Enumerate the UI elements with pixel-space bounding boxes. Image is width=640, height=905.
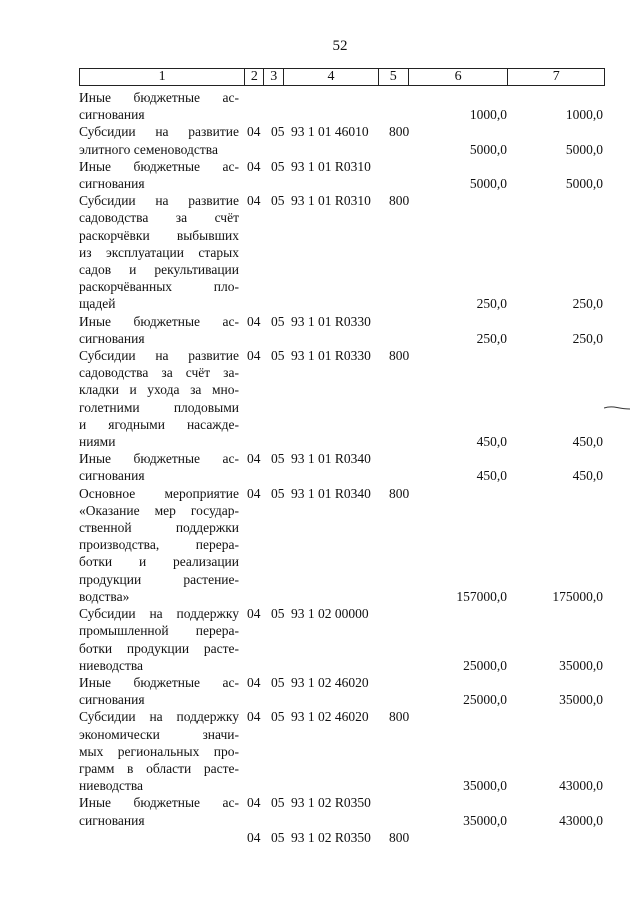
- row-name-line: Субсидии на поддержку: [79, 709, 239, 725]
- amount-col-6: 35000,0: [463, 812, 507, 828]
- section-code: 04: [247, 485, 261, 501]
- row-name-line: сигнования: [79, 692, 145, 708]
- row-name: [79, 192, 239, 312]
- amount-col-6: 25000,0: [463, 692, 507, 708]
- table-row: [79, 794, 605, 845]
- amount-col-7: 175000,0: [552, 588, 603, 604]
- article-code: 93 1 02 46020: [291, 709, 369, 725]
- amount-col-6: 35000,0: [463, 778, 507, 794]
- amount-col-7: 43000,0: [559, 812, 603, 828]
- subsection-code: 05: [271, 451, 285, 467]
- expense-type-code: 800: [389, 485, 410, 501]
- amount-col-7: 450,0: [572, 468, 603, 484]
- row-name-line: и ягодными насажде-: [79, 416, 239, 432]
- row-name: [79, 158, 239, 192]
- subsection-code: 05: [271, 193, 285, 209]
- amount-col-7: 35000,0: [559, 692, 603, 708]
- amount-col-6: 450,0: [476, 468, 507, 484]
- amount-col-6: 1000,0: [469, 107, 507, 123]
- row-name-line: сигнования: [79, 107, 145, 123]
- row-name-line: Субсидии на поддержку: [79, 606, 239, 622]
- row-name-line: Субсидии на развитие: [79, 193, 239, 209]
- amount-col-6: 250,0: [476, 296, 507, 312]
- row-name-line: грамм в области расте-: [79, 760, 239, 776]
- subsection-code: 05: [271, 124, 285, 140]
- section-code: 04: [247, 451, 261, 467]
- article-code: 93 1 01 R0340: [291, 485, 371, 501]
- amount-col-6: 450,0: [476, 434, 507, 450]
- row-name-line: садоводства за счёт: [79, 210, 239, 226]
- expense-type-code: 800: [389, 829, 410, 845]
- header-col-7: 7: [552, 69, 560, 84]
- row-name-line: элитного семеноводства: [79, 141, 218, 157]
- row-name-line: ниеводства: [79, 657, 144, 673]
- header-col-4: 4: [284, 69, 379, 85]
- row-name: [79, 794, 239, 828]
- section-code: 04: [247, 124, 261, 140]
- article-code: 93 1 02 00000: [291, 606, 369, 622]
- row-name-line: Иные бюджетные ас-: [79, 795, 239, 811]
- row-name-line: экономически значи-: [79, 726, 239, 742]
- article-code: 93 1 01 R0330: [291, 313, 371, 329]
- amount-col-7: 1000,0: [565, 107, 603, 123]
- row-name-line: сигнования: [79, 812, 145, 828]
- header-col-3: 3: [264, 69, 284, 85]
- section-code: 04: [247, 795, 261, 811]
- row-name: [79, 89, 239, 123]
- row-name-line: ственной поддержки: [79, 520, 239, 536]
- header-col-1: 1: [80, 69, 245, 85]
- article-code: 93 1 01 R0330: [291, 348, 371, 364]
- amount-col-7: 5000,0: [565, 141, 603, 157]
- subsection-code: 05: [271, 829, 285, 845]
- section-code: 04: [247, 313, 261, 329]
- row-name-line: водства»: [79, 588, 130, 604]
- row-name-line: из эксплуатации старых: [79, 244, 239, 260]
- amount-col-7: 250,0: [572, 330, 603, 346]
- row-name-line: сигнования: [79, 468, 145, 484]
- row-name-line: Иные бюджетные ас-: [79, 90, 239, 105]
- article-code: 93 1 01 R0310: [291, 158, 371, 174]
- expense-type-code: 800: [389, 709, 410, 725]
- row-name-line: Субсидии на развитие: [79, 348, 239, 364]
- subsection-code: 05: [271, 709, 285, 725]
- row-name-line: Иные бюджетные ас-: [79, 674, 239, 690]
- amount-col-7: 43000,0: [559, 778, 603, 794]
- amount-col-6: 5000,0: [469, 176, 507, 192]
- row-name-line: сигнования: [79, 176, 145, 192]
- article-code: 93 1 02 R0350: [291, 795, 371, 811]
- row-name: [79, 450, 239, 484]
- row-name: [79, 485, 239, 605]
- amount-col-6: 5000,0: [469, 141, 507, 157]
- row-name: [79, 605, 239, 674]
- section-code: 04: [247, 348, 261, 364]
- amount-col-6: 250,0: [476, 330, 507, 346]
- row-name-line: раскорчёванных пло-: [79, 279, 239, 295]
- subsection-code: 05: [271, 606, 285, 622]
- article-code: 93 1 02 46020: [291, 674, 369, 690]
- section-code: 04: [247, 158, 261, 174]
- row-name-line: Иные бюджетные ас-: [79, 313, 239, 329]
- row-name-line: Основное мероприятие: [79, 485, 239, 501]
- row-name-line: продукции растение-: [79, 571, 239, 587]
- subsection-code: 05: [271, 348, 285, 364]
- subsection-code: 05: [271, 485, 285, 501]
- row-name-line: ботки продукции расте-: [79, 640, 239, 656]
- scan-mark: [604, 406, 630, 410]
- section-code: 04: [247, 606, 261, 622]
- header-col-6: 6: [409, 69, 509, 85]
- subsection-code: 05: [271, 674, 285, 690]
- amount-col-6: 157000,0: [456, 588, 507, 604]
- row-name-line: производства, перера-: [79, 537, 239, 553]
- row-name-line: ниями: [79, 434, 116, 450]
- section-code: 04: [247, 193, 261, 209]
- header-col-5: 5: [379, 69, 409, 85]
- row-name-line: «Оказание мер государ-: [79, 502, 239, 518]
- amount-col-7: 5000,0: [565, 176, 603, 192]
- subsection-code: 05: [271, 158, 285, 174]
- article-code: 93 1 01 R0310: [291, 193, 371, 209]
- amount-col-7: 250,0: [572, 296, 603, 312]
- expense-type-code: 800: [389, 193, 410, 209]
- section-code: 04: [247, 674, 261, 690]
- article-code: 93 1 02 R0350: [291, 829, 371, 845]
- row-name-line: кладки и ухода за мно-: [79, 382, 239, 398]
- row-name-line: Субсидии на развитие: [79, 124, 239, 140]
- table-body: [79, 89, 605, 845]
- row-name-line: раскорчёвки выбывших: [79, 227, 239, 243]
- article-code: 93 1 01 R0340: [291, 451, 371, 467]
- header-col-2: 2: [245, 69, 264, 85]
- row-name: [79, 708, 239, 794]
- subsection-code: 05: [271, 313, 285, 329]
- row-name: [79, 674, 239, 708]
- amount-col-7: 35000,0: [559, 657, 603, 673]
- expense-type-code: 800: [389, 124, 410, 140]
- row-name-line: щадей: [79, 296, 116, 312]
- table-header: [79, 68, 605, 86]
- row-name-line: мых региональных про-: [79, 743, 239, 759]
- row-name: [79, 313, 239, 347]
- row-name: [79, 347, 239, 450]
- row-name: [79, 123, 239, 157]
- section-code: 04: [247, 829, 261, 845]
- section-code: 04: [247, 709, 261, 725]
- row-name-line: голетними плодовыми: [79, 399, 239, 415]
- row-name-line: садоводства за счёт за-: [79, 365, 239, 381]
- row-name-line: ниеводства: [79, 778, 144, 794]
- expense-type-code: 800: [389, 348, 410, 364]
- row-name-line: сигнования: [79, 330, 145, 346]
- amount-col-6: 25000,0: [463, 657, 507, 673]
- amount-col-7: 450,0: [572, 434, 603, 450]
- page-number: 52: [332, 38, 348, 54]
- article-code: 93 1 01 46010: [291, 124, 369, 140]
- row-name-line: ботки и реализации: [79, 554, 239, 570]
- row-name-line: Иные бюджетные ас-: [79, 451, 239, 467]
- subsection-code: 05: [271, 795, 285, 811]
- row-name-line: промышленной перера-: [79, 623, 239, 639]
- row-name-line: Иные бюджетные ас-: [79, 158, 239, 174]
- row-name-line: садов и рекультивации: [79, 262, 239, 278]
